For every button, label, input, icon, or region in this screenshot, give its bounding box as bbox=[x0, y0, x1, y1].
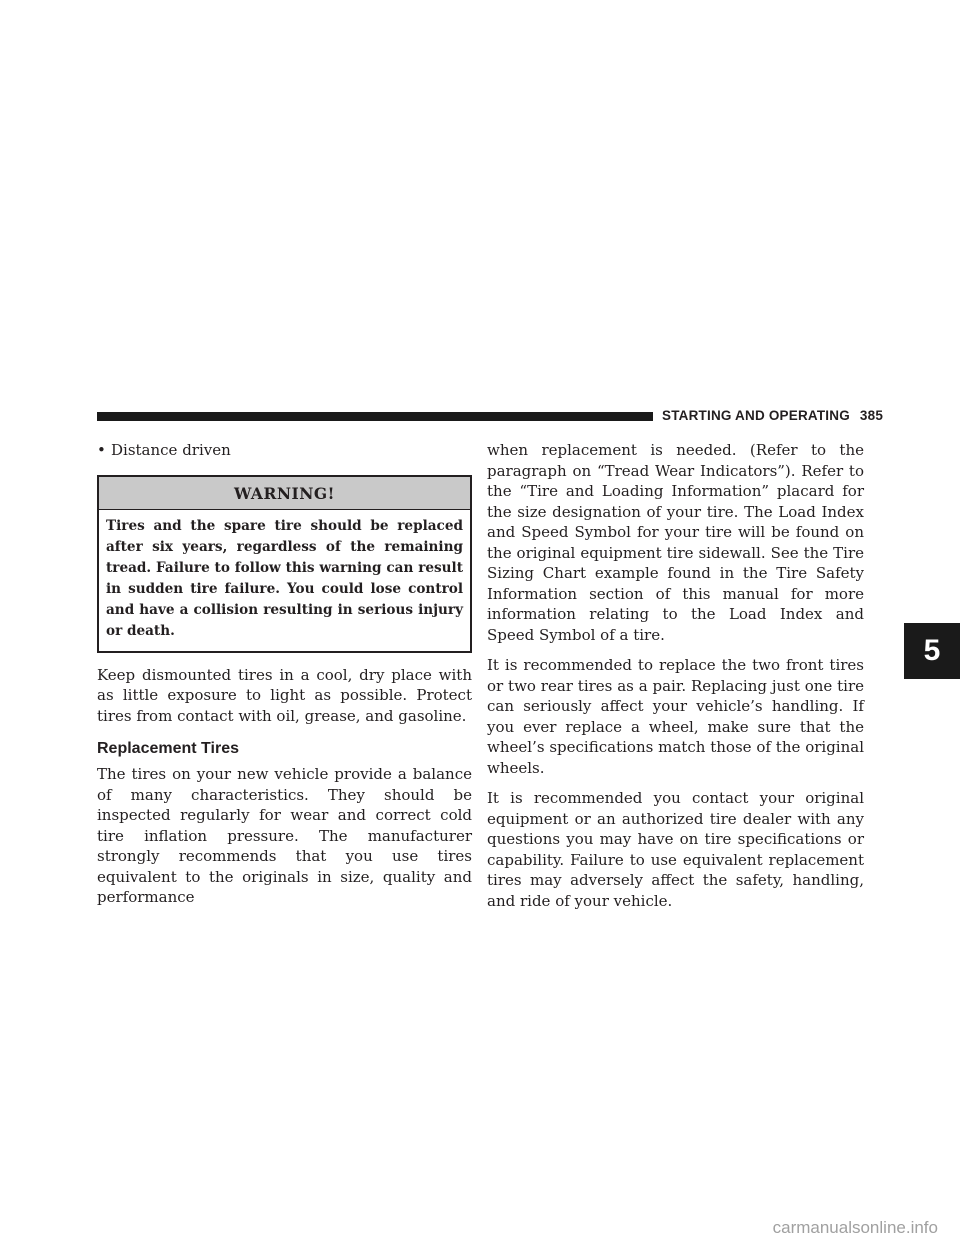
chapter-tab: 5 bbox=[904, 623, 960, 679]
paragraph-dealer: It is recommended you contact your original equipment or an authorized tire dealer with any questions you may have on tire specifications or capability. Failure to use equivalent replacement tires may adversely affect the safety, handling, and ride of your vehicle. bbox=[487, 789, 864, 910]
header-rule bbox=[97, 412, 653, 421]
warning-box bbox=[97, 475, 472, 653]
paragraph-replacement: The tires on your new vehicle provide a balance of many characteristics. They should be inspected regularly for wear and correct cold tire inflation pressure. The manufacturer strongly recommends that you use tires equivalent to the originals in size, quality and performance bbox=[97, 765, 472, 906]
paragraph-pairs: It is recommended to replace the two front tires or two rear tires as a pair. Replacing just one tire can seriously affect your vehicle’s handling. If you ever replace a wheel, make sure that the wheel’s specifications match those of the original wheels. bbox=[487, 656, 864, 777]
section-title: STARTING AND OPERATING bbox=[662, 408, 850, 423]
paragraph-continued: when replacement is needed. (Refer to the paragraph on “Tread Wear Indicators”). Refer to the “Tire and Loading Information” placard for the size designation of your tire. The Load Index and Speed Symbol for your tire will be found on the original equipment tire sidewall. See the Tire Sizing Chart example found in the Tire Safety Information section of this manual for more information relating to the Load Index and Speed Symbol of a tire. bbox=[487, 441, 864, 644]
watermark-text: carmanualsonline.info bbox=[772, 1218, 938, 1237]
running-header bbox=[662, 408, 883, 423]
bullet-text: Distance driven bbox=[111, 441, 231, 459]
page-number: 385 bbox=[859, 408, 884, 423]
bullet-icon: • bbox=[97, 441, 106, 459]
list-item bbox=[97, 440, 472, 461]
right-column bbox=[487, 440, 864, 921]
paragraph-storage: Keep dismounted tires in a cool, dry place with as little exposure to light as possible. Protect tires from contact with oil, grease, and gasoline. bbox=[97, 665, 472, 725]
section-heading: Replacement Tires bbox=[97, 740, 239, 757]
warning-text: Tires and the spare tire should be replaced after six years, regardless of the remaining tread. Failure to follow this warning can result in sudden tire failure. You could lose control and have a collision resulting in serious injury or death. bbox=[106, 517, 463, 639]
warning-title: WARNING! bbox=[99, 477, 470, 510]
left-column bbox=[97, 440, 472, 918]
